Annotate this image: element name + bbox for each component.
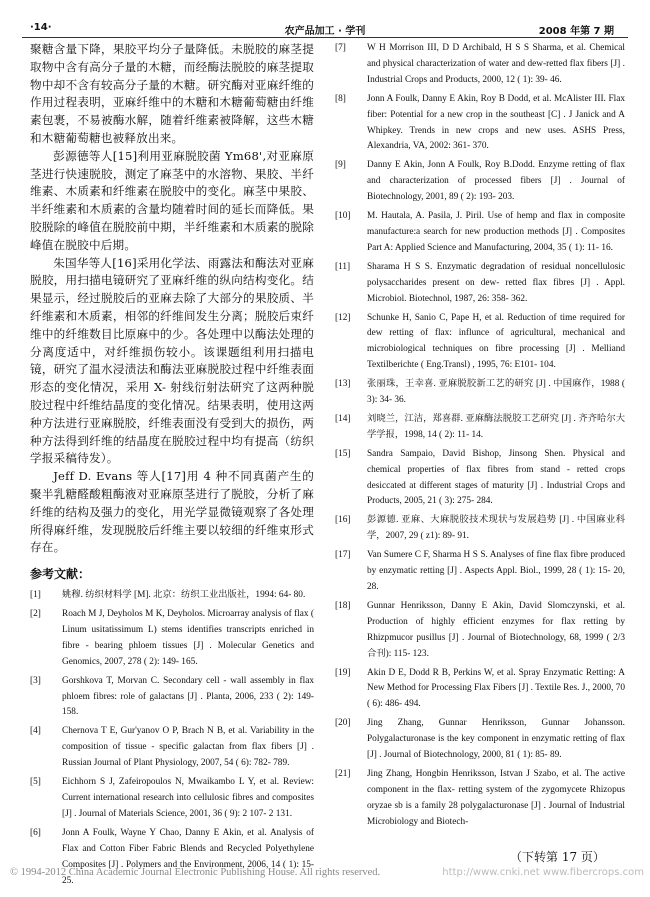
reference-text: Gunnar Henriksson, Danny E Akin, David Slomczynski, et al. Production of highly efficient enzymes for flax retting by Rhizpmucor pusillus [J] . Journal of Biotechnology, 68, 1999 ( 2/3 合刊): 115- 123. <box>367 600 625 659</box>
reference-number: [13] <box>335 379 351 390</box>
body-paragraph: 聚糖含量下降，果胶平均分子量降低。未脱胶的麻茎提取物中含有高分子量的木糖，而经酶法脱胶的麻茎提取物中却不含有较高分子量的木糖。研究酶对亚麻纤维的作用过程表明，亚麻纤维中的木糖和木糖葡萄糖由纤维素包裹，不易被酶水解，随着纤维素被降解，这些木糖和木糖葡萄糖也被释放出来。 <box>30 42 314 145</box>
reference-item <box>30 724 314 772</box>
reference-item <box>335 548 625 596</box>
reference-item <box>30 775 314 823</box>
body-paragraph: 朱国华等人[16]采用化学法、雨露法和酶法对亚麻脱胶，用扫描电镜研究了亚麻纤维的纵向结构变化。结果显示，经过脱胶后的亚麻去除了大部分的果胶质、半纤维素和木质素，相邻的纤维间发生分离；脱胶后束纤维中的纤维数目比原麻中的少。各处理中以酶法处理的分离度适中，对纤维损伤较小。该课题组利用扫描电镜，研究了温水浸渍法和酶法亚麻脱胶过程中纤维表面形态的变化情况，采用 X- 射线衍射法研究了这两种脱胶过程中纤维结晶度的变化情况。结果表明，使用这两种方法进行亚麻脱胶，纤维表面没有受到大的损伤，两种方法得到纤维的结晶度在脱胶过程中均有提高（纺织学报采稿待发）。 <box>30 255 314 466</box>
reference-item <box>335 767 625 831</box>
reference-item <box>335 666 625 714</box>
reference-item <box>335 412 625 444</box>
reference-text: Roach M J, Deyholos M K, Deyholos. Microarray analysis of flax ( Linum usitatissimum L) stems identifies transcripts enriched in fibre - bearing phloem tissues [J] . Molecular Genetics and Genomics, 2007, 278 ( 2): 149- 165. <box>62 609 314 667</box>
page-header <box>22 22 628 38</box>
header-rule <box>22 37 628 38</box>
reference-item <box>335 260 625 308</box>
reference-item <box>30 588 314 604</box>
journal-title: 农产品加工 · 学刊 <box>284 26 366 37</box>
reference-number: [16] <box>335 515 351 526</box>
copyright-text: © 1994-2012 China Academic Journal Electronic Publishing House. All rights reserved. <box>10 867 381 878</box>
reference-item <box>335 377 625 409</box>
reference-text: Sandra Sampaio, David Bishop, Jinsong Shen. Physical and chemical properties of flax fibres from stand - retted crops desiccated at different stages of maturity [J] . Industrial Crops and Products, 2005, 21 ( 3): 275- 284. <box>367 448 625 507</box>
reference-item <box>335 92 625 156</box>
reference-text: W H Morrison III, D D Archibald, H S S Sharma, et al. Chemical and physical characterization of water and dew-retted flax fibers [J] . Industrial Crops and Products, 2000, 12 ( 1): 39- 46. <box>367 43 625 85</box>
reference-number: [21] <box>335 768 351 779</box>
reference-item <box>335 513 625 545</box>
reference-number: [5] <box>30 777 41 788</box>
reference-text: Jonn A Foulk, Wayne Y Chao, Danny E Akin, et al. Analysis of Flax and Cotton Fiber Fabric Blends and Recycled Polyethylene Composites [J] . Polymers and the Environment, 2006, 14 ( 1): 15- 25. <box>62 827 314 886</box>
reference-text: Eichhorn S J, Zafeiropoulos N, Mwaikambo L Y, et al. Review: Current international research into cellulosic fibres and composites [J] . Journal of Materials Science, 2001, 36 ( 9): 2 107- 2 131. <box>62 777 314 819</box>
reference-item <box>30 674 314 722</box>
reference-text: Van Sumere C F, Sharma H S S. Analyses of fine flax fibre produced by enzymatic retting [J] . Aspects Appl. Biol., 1999, 28 ( 1): 15- 20, 28. <box>367 550 625 592</box>
reference-number: [8] <box>335 93 346 104</box>
reference-number: [14] <box>335 413 351 424</box>
page-number: ·14· <box>30 22 52 33</box>
reference-number: [15] <box>335 448 351 459</box>
reference-number: [18] <box>335 600 351 611</box>
continued-note: （下转第 17 页） <box>510 850 605 864</box>
reference-text: 彭源德. 亚麻、大麻脱胶技术现状与发展趋势 [J] . 中国麻业科学，2007, 29 ( z1): 89- 91. <box>367 515 625 542</box>
reference-text: Akin D E, Dodd R B, Perkins W, et al. Spray Enzymatic Retting: A New Method for Processing Flax Fibers [J] . Textile Res. J., 2000, 70 ( 6): 486- 494. <box>367 667 625 710</box>
reference-number: [6] <box>30 827 41 838</box>
right-column <box>335 41 625 855</box>
reference-item <box>335 599 625 663</box>
reference-text: Sharama H S S. Enzymatic degradation of residual noncellulosic polysaccharides present on dew- retted flax fibres [J] . Appl. Microbiol. Biotechnol, 1987, 26: 358- 362. <box>367 261 625 304</box>
reference-text: Danny E Akin, Jonn A Foulk, Roy B.Dodd. Enzyme retting of flax and characterization of processed fibers [J] . Journal of Biotechnology, 2001, 89 ( 2): 193- 203. <box>367 160 625 203</box>
reference-number: [10] <box>335 211 351 222</box>
reference-text: Jonn A Foulk, Danny E Akin, Roy B Dodd, et al. McAlister III. Flax fiber: Potential for a new crop in the southeast [C] . J Janick and A Whipkey. Trends in new crops and new uses. ASHS Press, Alexandria, VA, 2002: 361- 370. <box>367 93 625 152</box>
reference-number: [19] <box>335 667 351 678</box>
reference-text: 张丽珠，王幸喜. 亚麻脱胶新工艺的研究 [J] . 中国麻作，1988 ( 3): 34- 36. <box>367 379 625 406</box>
reference-item <box>335 41 625 89</box>
reference-text: Jing Zhang, Gunnar Henriksson, Gunnar Johansson. Polygalacturonase is the key component in enzymatic retting of flax [J] . Journal of Biotechnology, 2000, 81 ( 1): 85- 89. <box>367 718 625 761</box>
reference-text: Schunke H, Sanio C, Pape H, et al. Reduction of time required for dew retting of flax: influnce of agricultural, mechanical and microbiological techniques on fibre processing [J] . Melliand Textilberichte ( Eng.Transl) , 1995, 76: E101- 104. <box>367 312 625 371</box>
reference-number: [2] <box>30 609 41 620</box>
references-heading: 参考文献： <box>30 567 91 582</box>
reference-number: [4] <box>30 726 41 737</box>
reference-text: 姚穆. 纺织材料学 [M]. 北京：纺织工业出版社，1994: 64- 80. <box>62 590 306 601</box>
reference-item <box>335 209 625 257</box>
reference-number: [3] <box>30 675 41 686</box>
reference-text: Chernova T E, Gur'yanov O P, Brach N B, et al. Variability in the composition of tissue - specific galactan from flax fibers [J] . Russian Journal of Plant Physiology, 2007, 54 ( 6): 782- 789. <box>62 726 314 769</box>
reference-number: [7] <box>335 43 346 53</box>
reference-text: Gorshkova T, Morvan C. Secondary cell - wall assembly in flax phloem fibres: role of galactans [J] . Planta, 2006, 233 ( 2): 149- 158. <box>62 675 314 718</box>
reference-item <box>335 447 625 511</box>
reference-item <box>335 716 625 764</box>
reference-number: [9] <box>335 160 346 171</box>
reference-number: [11] <box>335 261 351 272</box>
body-paragraph: 彭源德等人[15]利用亚麻脱胶菌 Ym68',对亚麻原茎进行快速脱胶，测定了麻茎中的水溶物、果胶、半纤维素、木质素和纤维素在脱胶中的变化。麻茎中果胶、半纤维素和木质素的含量均随着时间的延长而降低。果胶脱除的峰值在脱胶前中期，半纤维素和木质素的脱除峰值在脱胶中后期。 <box>30 148 314 252</box>
reference-text: M. Hautala, A. Pasila, J. Piril. Use of hemp and flax in composite manufacture:a search for new production methods [J] . Composites Part A: Applied Science and Manufacturing, 2004, 35 ( 1): 11- 16. <box>367 211 625 253</box>
page-footer <box>0 867 650 883</box>
reference-item <box>335 311 625 375</box>
reference-item <box>30 607 314 671</box>
reference-number: [20] <box>335 718 351 729</box>
reference-item <box>335 158 625 206</box>
reference-text: Jing Zhang, Hongbin Henriksson, Istvan J Szabo, et al. The active component in the flax- retting system of the zygomycete Rhizopus oryzae sb is a family 28 polygalacturonase [J] . Journal of Industrial Microbiology and Biotech- <box>367 768 625 827</box>
reference-number: [17] <box>335 550 351 561</box>
issue-label: 2008 年第 7 期 <box>538 26 614 37</box>
reference-number: [12] <box>335 312 351 323</box>
reference-number: [1] <box>30 590 41 601</box>
body-paragraph: Jeff D. Evans 等人[17]用 4 种不同真菌产生的聚半乳糖醛酸粗酶液对亚麻原茎进行了脱胶，分析了麻纤维的结构及强力的变化，用光学显微镜观察了各处理所得麻纤维，发现脱胶后纤维主要以较细的纤维束形式存在。 <box>30 469 314 555</box>
watermark-text: http://www.cnki.net www.fibercrops.com <box>442 867 644 878</box>
reference-text: 刘晓兰，江洁，郑喜群. 亚麻酶法脱胶工艺研究 [J] . 齐齐哈尔大学学报，1998, 14 ( 2): 11- 14. <box>367 413 625 440</box>
